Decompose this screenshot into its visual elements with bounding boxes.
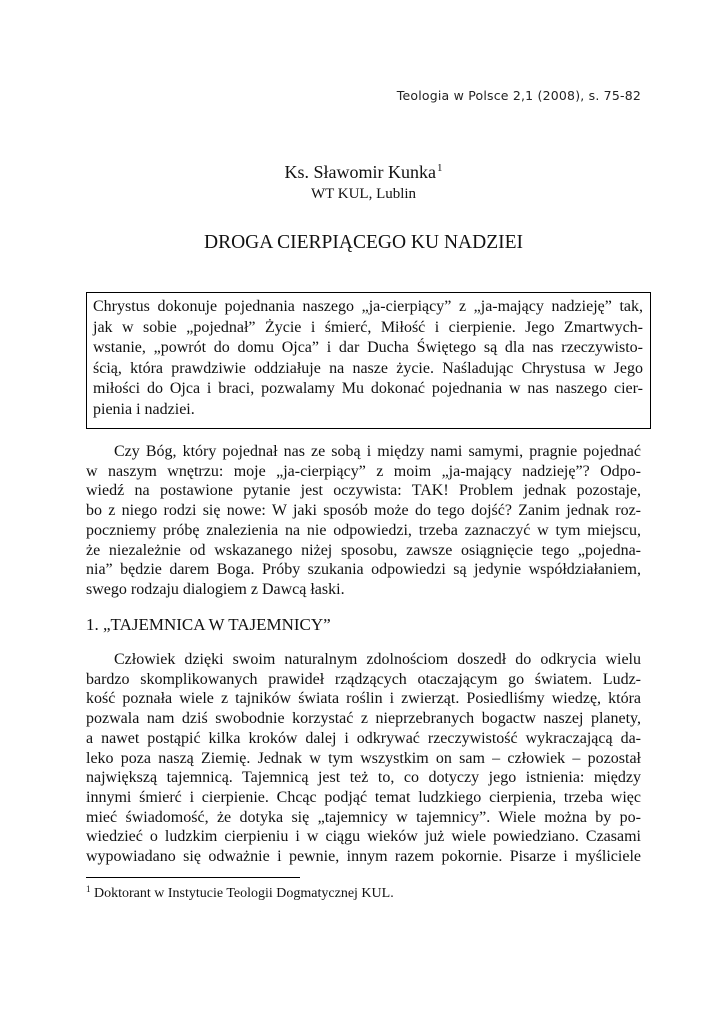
footnote (86, 885, 394, 903)
author-name: Ks. Sławomir Kunka (284, 162, 436, 182)
text-line: największą tajemnicą. Tajemnicą jest też to, co dotyczy jego istnienia: między (86, 769, 641, 787)
text-line: poczniemy próbę znalezienia na nie odpowiedzi, trzeba zaznaczyć w tym miejscu, (86, 521, 641, 539)
author-line (86, 161, 641, 183)
text-line: w naszym wnętrzu: moje „ja-cierpiący” z moim „ja-mający nadzieję”? Odpo- (86, 462, 641, 480)
text-line: mieć świadomość, że dotyka się „tajemnicy w tajemnicy”. Wiele można by po- (86, 808, 641, 826)
footnote-text: Doktorant w Instytucie Teologii Dogmatycznej KUL. (94, 886, 394, 901)
abstract-line: wstanie, „powrót do domu Ojca” i dar Ducha Świętego są dla nas rzeczywisto- (93, 339, 643, 357)
footnote-mark: 1 (86, 884, 91, 894)
abstract-line: Chrystus dokonuje pojednania naszego „ja-cierpiący” z „ja-mający nadzieję” tak, (93, 298, 643, 315)
text-line: bo z niego rodzi się nowe: W jaki sposób może do tego dojść? Zanim jednak roz- (86, 502, 641, 520)
text-line: innymi śmierć i cierpienie. Chcąc podjąć temat ludzkiego cierpienia, trzeba więc (86, 788, 641, 806)
section-heading: 1. „TAJEMNICA W TAJEMNICY” (86, 615, 331, 634)
running-head: Teologia w Polsce 2,1 (2008), s. 75-82 (396, 88, 641, 103)
text-line: pozwala nam dziś swobodnie korzystać z nieprzebranych bogactw naszej planety, (86, 710, 641, 728)
text-line: że niezależnie od wskazanego niżej sposobu, zawsze osiągnięcie tego „pojedna- (86, 541, 641, 559)
text-line: leko poza naszą Ziemię. Jednak w tym wszystkim on sam – człowiek – pozostał (86, 749, 641, 767)
footnote-separator (86, 877, 300, 878)
intro-paragraph (86, 442, 641, 600)
text-line: wiedzieć o ludzkim cierpieniu i w ciągu wieków już wiele powiedziano. Czasami (86, 828, 641, 846)
article-title: DROGA CIERPIĄCEGO KU NADZIEI (203, 232, 524, 253)
abstract-line: ścią, która prawdziwie oddziałuje na nasze życie. Naśladując Chrystusa w Jego (93, 359, 643, 377)
abstract-line: miłości do Ojca i braci, pozwalamy Mu dokonać pojednania w nas naszego cier- (93, 380, 643, 398)
author-footnote-mark: 1 (437, 162, 443, 174)
author-affiliation: WT KUL, Lublin (310, 186, 417, 202)
text-line: wiedź na postawione pytanie jest oczywista: TAK! Problem jednak pozostaje, (86, 482, 641, 500)
text-line: bardzo skomplikowanych prawideł rządzących otaczającym go światem. Ludz- (86, 670, 641, 688)
abstract-box (86, 292, 651, 429)
section-paragraph (86, 650, 641, 867)
text-line: nia” będzie darem Boga. Próby szukania odpowiedzi są jedynie współdziałaniem, (86, 561, 641, 579)
abstract-line: pienia i nadziei. (93, 400, 195, 418)
text-line: Człowiek dzięki swoim naturalnym zdolnościom doszedł do odkrycia wielu (114, 651, 641, 668)
text-line: wypowiadano się odważnie i pewnie, innym razem pokornie. Pisarze i myśliciele (86, 848, 641, 866)
text-line: Czy Bóg, który pojednał nas ze sobą i między nami samymi, pragnie pojednać (114, 443, 641, 460)
text-line: swego rodzaju dialogiem z Dawcą łaski. (86, 580, 345, 598)
text-line: a nawet postąpić kilka kroków dalej i odkrywać rzeczywistość wykraczającą da- (86, 729, 641, 747)
text-line: kość poznała wiele z tajników świata roślin i zwierząt. Posiedliśmy wiedzę, która (86, 690, 641, 708)
abstract-line: jak w sobie „pojednał” Życie i śmierć, Miłość i cierpienie. Jego Zmartwych- (93, 318, 643, 336)
